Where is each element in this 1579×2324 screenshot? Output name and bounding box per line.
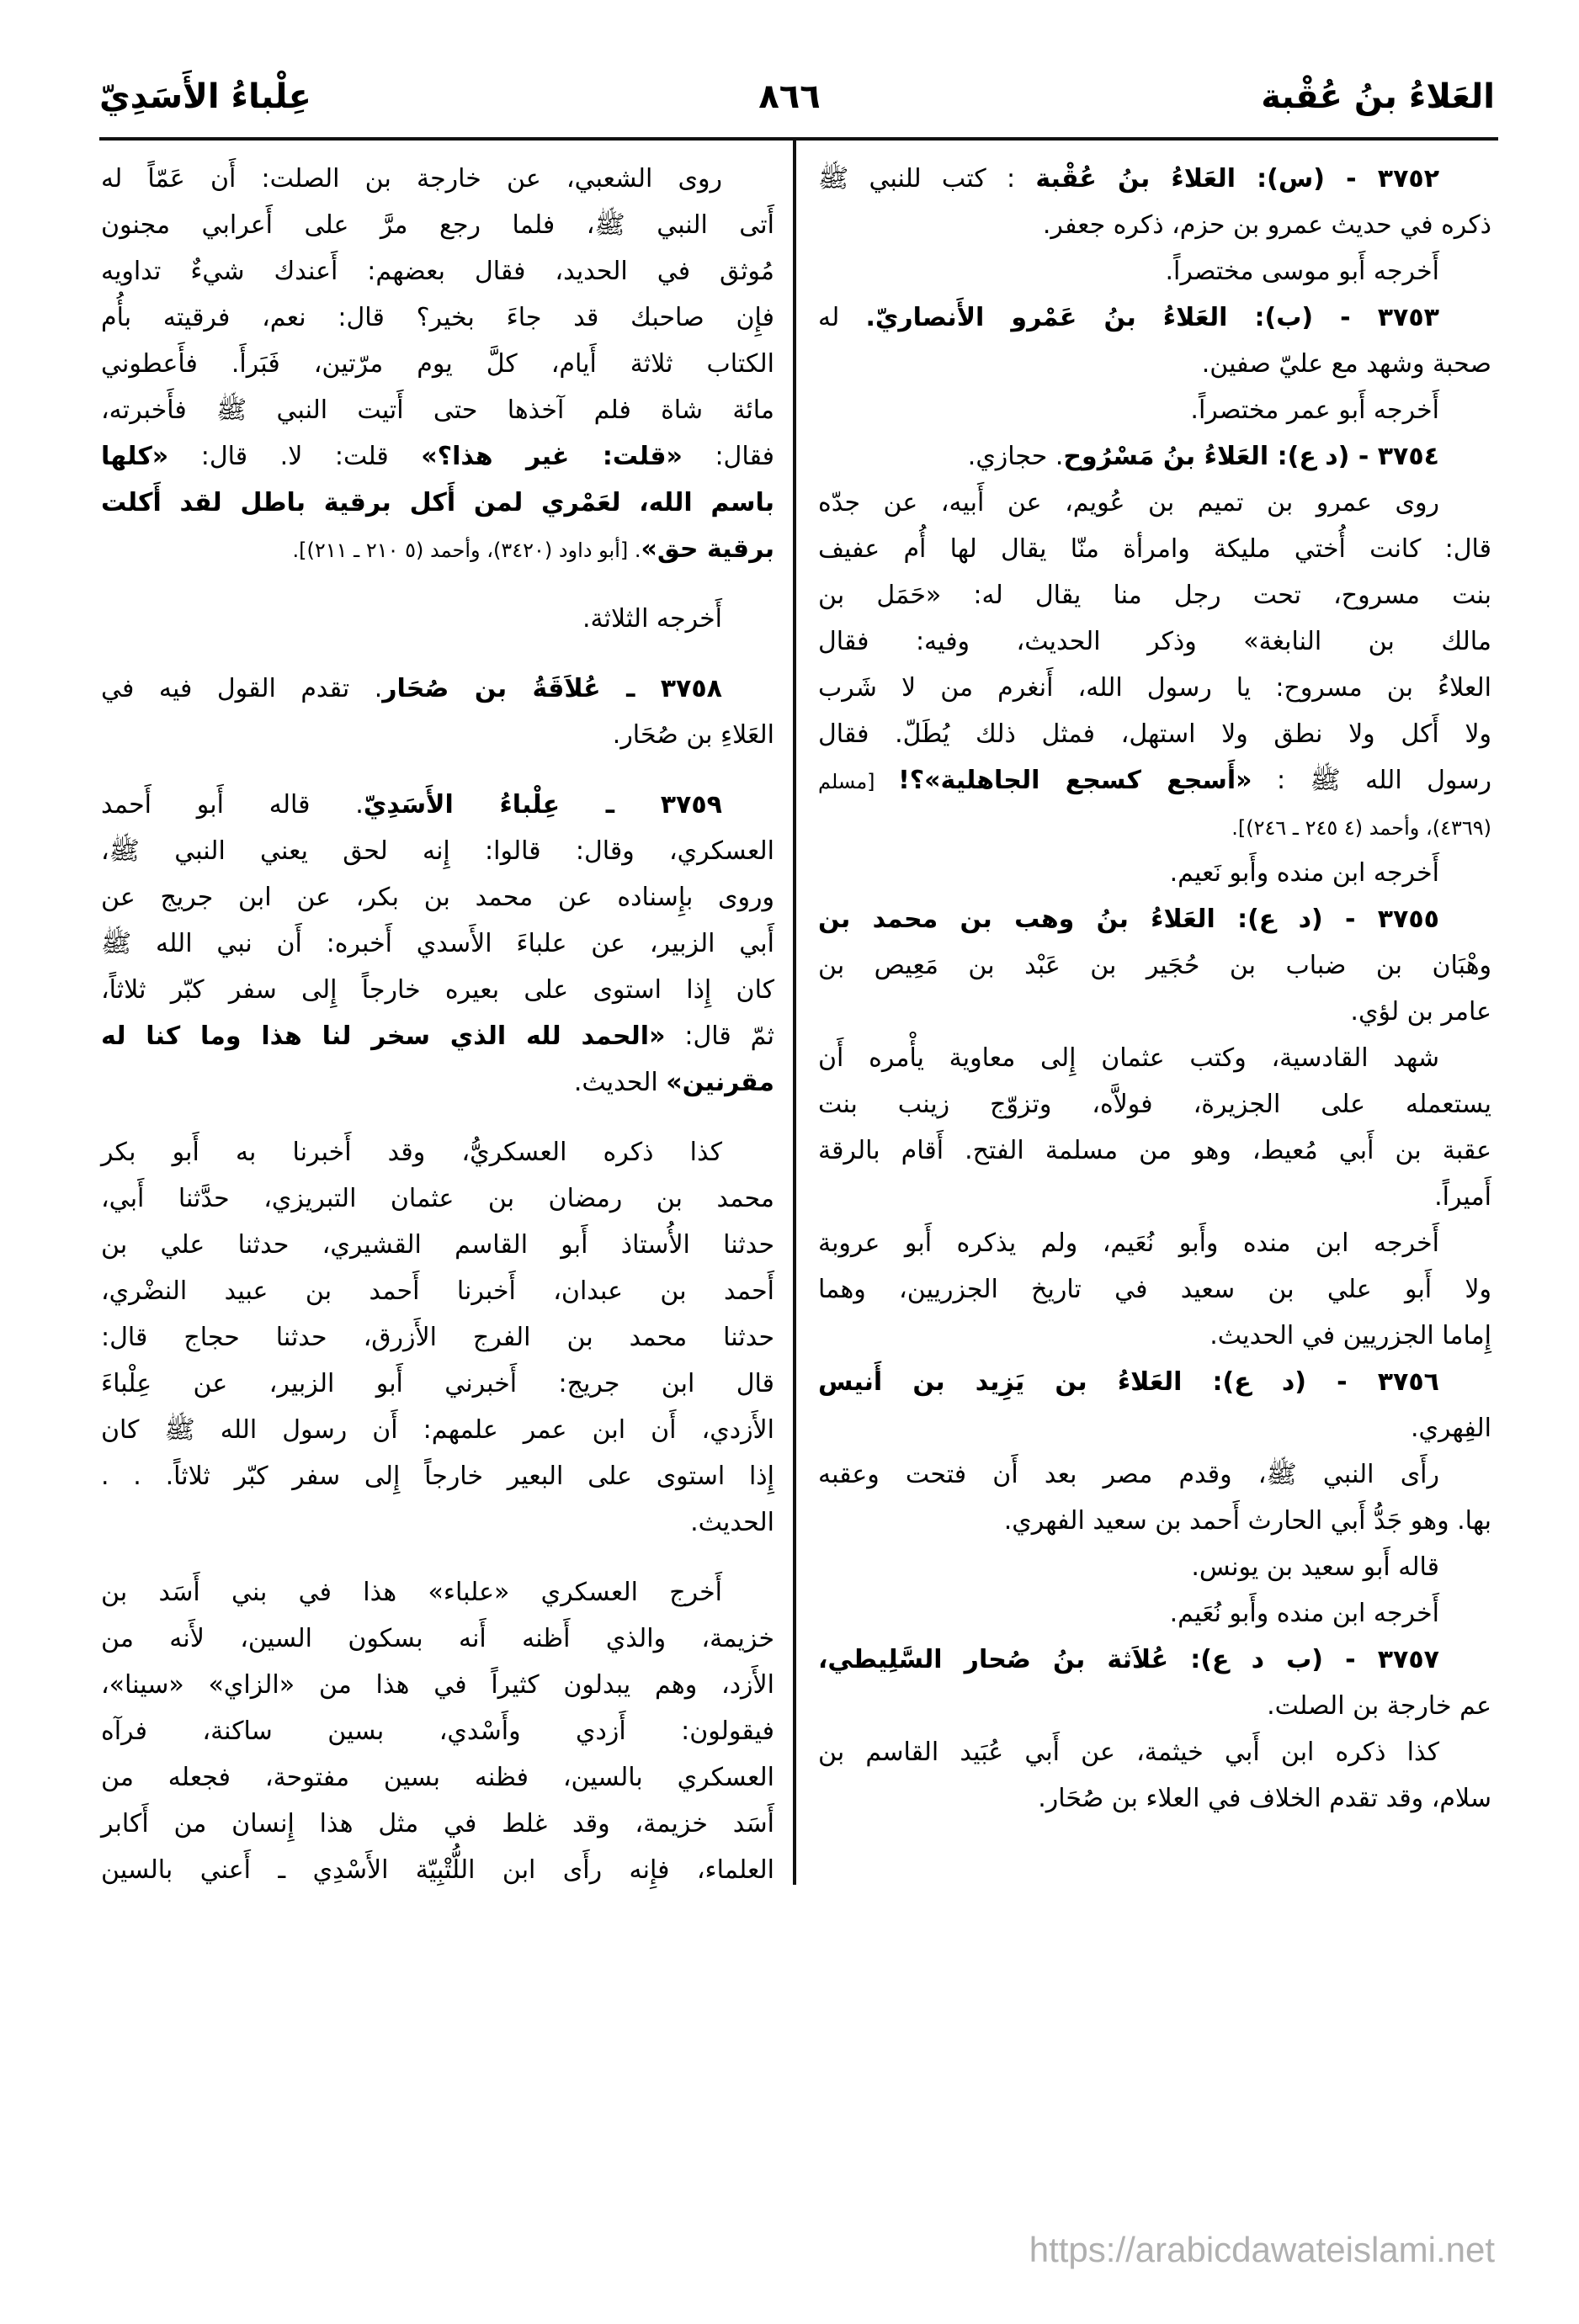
paragraph xyxy=(818,1220,1491,1359)
body-text: الكتاب ثلاثة أَيام، كلَّ يوم مرّتين، فَبَرأَ. فأَعطوني xyxy=(101,349,774,379)
text-line xyxy=(101,433,774,480)
body-text: حدثنا الأُستاذ أَبو القاسم القشيري، حدثنا علي بن xyxy=(101,1230,774,1260)
bold-text: ٣٧٥٤ - (د ع): العَلاءُ بنُ مَسْرُوح xyxy=(1063,442,1439,471)
text-line xyxy=(818,896,1491,942)
paragraph xyxy=(818,156,1491,248)
body-text: بها. وهو جَدُّ أَبي الحارث أَحمد بن سعيد الفهري. xyxy=(1003,1506,1491,1536)
paragraph xyxy=(818,1729,1491,1822)
right-column xyxy=(818,156,1491,1822)
body-text: . قاله أَبو أَحمد xyxy=(101,790,364,820)
citation-text: . [أبو داود (٣٤٢٠)، وأحمد (٥ ٢١٠ ـ ٢١١)]. xyxy=(292,539,641,562)
body-text: العسكري، وقال: قالوا: إِنه لحق يعني النبي ﷺ، xyxy=(101,836,774,866)
text-line xyxy=(101,712,774,758)
text-line xyxy=(101,1754,774,1801)
body-text: العَلاءِ بن صُحَار. xyxy=(612,720,774,750)
text-line xyxy=(101,782,774,828)
text-line xyxy=(101,666,774,712)
running-head-left: عِلْباءُ الأَسَدِيّ xyxy=(99,77,311,116)
text-line xyxy=(101,341,774,387)
text-line xyxy=(101,1129,774,1175)
text-line xyxy=(101,874,774,921)
body-text: بنت مسروح، تحت رجل منا يقال له: «حَمَل بن xyxy=(818,581,1491,610)
body-text: إِذا استوى على البعير خارجاً إِلى سفر كبّر ثلاثاً. . . xyxy=(101,1462,774,1491)
bold-text: «الحمد لله الذي سخر لنا هذا وما كنا له xyxy=(101,1021,666,1051)
body-text: محمد بن رمضان بن عثمان التبريزي، حدَّثنا أَبي، xyxy=(101,1184,774,1213)
bold-text: ٣٧٥٥ - (د ع): العَلاءُ بنُ وهب بن محمد بن xyxy=(818,905,1439,934)
bold-text: باسم الله، لعَمْري لمن أَكل برقية باطل لقد أَكلت xyxy=(101,488,774,517)
text-line xyxy=(818,989,1491,1035)
body-text: أَخرجه ابن منده وأَبو نُعَيم، ولم يذكره أَبو عروبة xyxy=(818,1228,1439,1258)
body-text: العلاءُ بن مسروح: يا رسول الله، أَنغرم من لا شَرب xyxy=(818,673,1491,703)
body-text: كذا ذكره العسكريُّ، وقد أَخبرنا به أَبو بكر xyxy=(101,1138,722,1167)
body-text: الأَزد، وهم يبدلون كثيراً في هذا من «الزاي» «سينا»، xyxy=(101,1670,774,1700)
text-line xyxy=(818,665,1491,711)
text-line xyxy=(818,572,1491,618)
text-line xyxy=(101,387,774,433)
text-line xyxy=(101,526,774,572)
text-line xyxy=(101,1708,774,1754)
paragraph xyxy=(818,1590,1491,1637)
text-line xyxy=(101,1175,774,1222)
body-text: فقال: xyxy=(682,442,775,471)
paragraph xyxy=(818,387,1491,433)
body-text: فيقولون: أَزدي وأَسْدي، بسين ساكنة، فرآه xyxy=(101,1716,774,1746)
text-line xyxy=(818,1405,1491,1451)
body-text: أَخرج العسكري «علباء» هذا في بني أَسَد بن xyxy=(101,1578,722,1607)
body-text: أَميراً. xyxy=(1434,1182,1491,1212)
text-line xyxy=(818,1683,1491,1729)
body-text: رسول الله ﷺ : xyxy=(1252,766,1491,795)
bold-text: ٣٧٥٢ - (س): العَلاءُ بنُ عُقْبة xyxy=(1035,164,1440,194)
paragraph xyxy=(818,1035,1491,1220)
text-line xyxy=(818,1590,1491,1637)
paragraph xyxy=(818,1544,1491,1590)
citation-text: (٤٣٦٩)، وأحمد (٤ ٢٤٥ ـ ٢٤٦)]. xyxy=(1231,816,1491,840)
body-text: رأَى النبي ﷺ، وقدم مصر بعد أَن فتحت وعقبه xyxy=(818,1460,1439,1489)
body-text: حدثنا محمد بن الفرج الأَزرق، حدثنا حجاج قال: xyxy=(101,1323,774,1352)
paragraph xyxy=(818,294,1491,387)
text-line xyxy=(818,480,1491,526)
text-line xyxy=(101,156,774,202)
text-line xyxy=(818,341,1491,387)
watermark-url: https://arabicdawateislami.net xyxy=(1029,2230,1495,2269)
text-line xyxy=(818,1128,1491,1174)
text-line xyxy=(101,1616,774,1662)
body-text: عقبة بن أَبي مُعيط، وهو من مسلمة الفتح. أَقام بالرقة xyxy=(818,1136,1491,1165)
header-rule xyxy=(99,137,1498,141)
body-text: فإِن صاحبك قد جاءَ بخير؟ قال: نعم، فرقيته بأُم xyxy=(101,303,774,332)
body-text: ولا أَبو علي بن سعيد في تاريخ الجزريين، وهما xyxy=(818,1275,1491,1304)
body-text: وهْبَان بن ضباب بن حُجَير بن عَبْد بن مَعِيص بن xyxy=(818,951,1491,980)
body-text: خزيمة، والذي أَظنه أَنه بسكون السين، لأَنه من xyxy=(101,1624,774,1653)
body-text: شهد القادسية، وكتب عثمان إِلى معاوية يأْمره أَن xyxy=(818,1043,1439,1073)
body-text: . تقدم القول فيه في xyxy=(101,674,383,703)
text-line xyxy=(101,1268,774,1314)
page-number: ٨٦٦ xyxy=(758,77,821,116)
paragraph xyxy=(818,1359,1491,1451)
paragraph xyxy=(818,480,1491,850)
body-text: أَخرجه أَبو عمر مختصراً. xyxy=(1190,395,1439,425)
bold-text: «كلها xyxy=(101,442,169,471)
body-text: إِماما الجزريين في الحديث. xyxy=(1210,1321,1491,1350)
bold-text: «قلت: غير هذا؟» xyxy=(421,442,683,471)
text-line xyxy=(818,1775,1491,1822)
text-line xyxy=(818,1081,1491,1128)
body-text: الأَزدي، أَن ابن عمر علمهم: أَن رسول الله ﷺ كان xyxy=(101,1415,774,1445)
body-text: أَتى النبي ﷺ، فلما رجع مرَّ على أَعرابي مجنون xyxy=(101,210,774,240)
body-text: روى الشعبي، عن خارجة بن الصلت: أَن عَمّاً له xyxy=(101,164,722,194)
bold-text: مقرنين» xyxy=(666,1068,774,1097)
text-line xyxy=(818,1544,1491,1590)
paragraph xyxy=(818,1637,1491,1729)
text-line xyxy=(101,1059,774,1106)
text-line xyxy=(101,1847,774,1893)
paragraph xyxy=(101,596,774,642)
text-line xyxy=(101,1407,774,1453)
text-line xyxy=(818,1359,1491,1405)
body-text: مالك بن النابغة» وذكر الحديث، وفيه: فقال xyxy=(818,627,1491,656)
body-text: أَخرجه الثلاثة. xyxy=(582,604,722,634)
body-text: كان إِذا استوى على بعيره خارجاً إِلى سفر كبّر ثلاثاً، xyxy=(101,975,774,1005)
text-line xyxy=(818,711,1491,757)
text-line xyxy=(818,433,1491,480)
bold-text: «أَسجع كسجع الجاهلية»؟! xyxy=(898,766,1252,795)
body-text: قال: كانت أُختي مليكة وامرأة منّا يقال لها أُم عفيف xyxy=(818,534,1491,564)
text-line xyxy=(818,804,1491,850)
text-line xyxy=(818,1266,1491,1313)
body-text: مائة شاة فلم آخذها حتى أَتيت النبي ﷺ فأَخبرته، xyxy=(101,395,774,425)
text-line xyxy=(818,850,1491,896)
bold-text: برقية حق» xyxy=(641,534,774,564)
text-line xyxy=(101,828,774,874)
bold-text: ٣٧٥٧ - (ب د ع): عُلاَثة بنُ صُحار السَّلِيطي، xyxy=(818,1645,1439,1674)
body-text: العلماء، فإِنه رأَى ابن اللُّتْبِيّة الأَسْدِي ـ أَعني بالسين xyxy=(101,1855,774,1885)
text-line xyxy=(101,1801,774,1847)
text-line xyxy=(818,294,1491,341)
body-text: أَخرجه أَبو موسى مختصراً. xyxy=(1165,257,1439,286)
bold-text: ٣٧٥٩ ـ عِلْباءُ الأَسَدِيّ xyxy=(363,790,722,820)
text-line xyxy=(818,1174,1491,1220)
body-text: وروى بإِسناده عن محمد بن بكر، عن ابن جريج عن xyxy=(101,883,774,912)
text-line xyxy=(818,1313,1491,1359)
body-text: الحديث. xyxy=(573,1068,667,1097)
body-text: يستعمله على الجزيرة، فولاَّه، وتزوّج زينب بنت xyxy=(818,1090,1491,1119)
text-line xyxy=(818,1637,1491,1683)
paragraph xyxy=(818,248,1491,294)
body-text: أَسَد خزيمة، وقد غلط في مثل هذا إِنسان من أَكابر xyxy=(101,1809,774,1839)
text-line xyxy=(101,1361,774,1407)
body-text: عم خارجة بن الصلت. xyxy=(1267,1691,1491,1721)
text-line xyxy=(818,526,1491,572)
text-line xyxy=(101,596,774,642)
body-text: أَخرجه ابن منده وأَبو نَعيم. xyxy=(1169,858,1439,888)
bold-text: ٣٧٥٦ - (د ع): العَلاءُ بن يَزِيد بن أَنيس xyxy=(818,1367,1439,1397)
text-line xyxy=(818,618,1491,665)
text-line xyxy=(101,1314,774,1361)
paragraph xyxy=(101,666,774,758)
body-text: الفِهري. xyxy=(1410,1414,1491,1443)
body-text: . حجازي. xyxy=(967,442,1064,471)
left-column xyxy=(101,156,774,1893)
text-line xyxy=(818,1498,1491,1544)
text-line xyxy=(101,1499,774,1546)
body-text: أَبي الزبير، عن علباءَ الأَسدي أَخبره: أَن نبي الله ﷺ xyxy=(101,929,774,958)
text-line xyxy=(818,1220,1491,1266)
text-line xyxy=(101,480,774,526)
paragraph xyxy=(101,156,774,572)
body-text: العسكري بالسين، فظنه بسين مفتوحة، فجعله من xyxy=(101,1763,774,1792)
paragraph xyxy=(101,1569,774,1893)
body-text: الحديث. xyxy=(690,1508,774,1537)
body-text: صحبة وشهد مع عليّ صفين. xyxy=(1201,349,1491,379)
text-line xyxy=(818,1035,1491,1081)
body-text: عامر بن لؤي. xyxy=(1350,997,1491,1027)
body-text: كذا ذكره ابن أَبي خيثمة، عن أَبي عُبَيد القاسم بن xyxy=(818,1738,1439,1767)
body-text: ثمّ قال: xyxy=(665,1021,775,1051)
paragraph xyxy=(818,850,1491,896)
paragraph xyxy=(101,1129,774,1546)
text-line xyxy=(101,294,774,341)
body-text: أَحمد بن عبدان، أَخبرنا أَحمد بن عبيد النضْري، xyxy=(101,1276,774,1306)
text-line xyxy=(101,202,774,248)
body-text: قاله أَبو سعيد بن يونس. xyxy=(1191,1552,1439,1582)
paragraph xyxy=(818,896,1491,1035)
body-text: مُوثق في الحديد، فقال بعضهم: أَعندك شيءٌ تداويه xyxy=(101,257,774,286)
bold-text: ٣٧٥٨ ـ عُلاَقَةُ بن صُحَار xyxy=(382,674,722,703)
paragraph xyxy=(818,1451,1491,1544)
paragraph xyxy=(818,433,1491,480)
body-text: : كتب للنبي ﷺ xyxy=(818,164,1036,194)
column-divider xyxy=(793,139,796,1885)
citation-text: [مسلم xyxy=(818,770,899,793)
text-line xyxy=(818,757,1491,804)
text-line xyxy=(101,1569,774,1616)
text-line xyxy=(101,1662,774,1708)
body-text: ولا أَكل ولا نطق ولا استهل، فمثل ذلك يُطَلّ. فقال xyxy=(818,719,1491,749)
text-line xyxy=(101,921,774,967)
text-line xyxy=(818,1451,1491,1498)
running-head-right: العَلاءُ بنُ عُقْبة xyxy=(1261,77,1495,116)
body-text: قلت: لا. قال: xyxy=(168,442,422,471)
text-line xyxy=(818,942,1491,989)
text-line xyxy=(818,387,1491,433)
body-text: له xyxy=(818,303,866,332)
text-line xyxy=(818,156,1491,202)
paragraph xyxy=(101,782,774,1106)
bold-text: ٣٧٥٣ - (ب): العَلاءُ بنُ عَمْرو الأَنصاريّ. xyxy=(865,303,1439,332)
body-text: أَخرجه ابن منده وأَبو نُعَيم. xyxy=(1169,1599,1439,1628)
text-line xyxy=(818,248,1491,294)
body-text: قال ابن جريج: أَخبرني أَبو الزبير، عن عِلْباءَ xyxy=(101,1369,774,1398)
text-line xyxy=(101,1222,774,1268)
text-line xyxy=(818,1729,1491,1775)
text-line xyxy=(101,967,774,1013)
text-line xyxy=(818,202,1491,248)
body-text: روى عمرو بن تميم بن عُويم، عن أَبيه، عن جدّه xyxy=(818,488,1439,517)
body-text: ذكره في حديث عمرو بن حزم، ذكره جعفر. xyxy=(1042,210,1491,240)
text-line xyxy=(101,1013,774,1059)
text-line xyxy=(101,1453,774,1499)
body-text: سلام، وقد تقدم الخلاف في العلاء بن صُحَار. xyxy=(1038,1784,1491,1813)
text-line xyxy=(101,248,774,294)
